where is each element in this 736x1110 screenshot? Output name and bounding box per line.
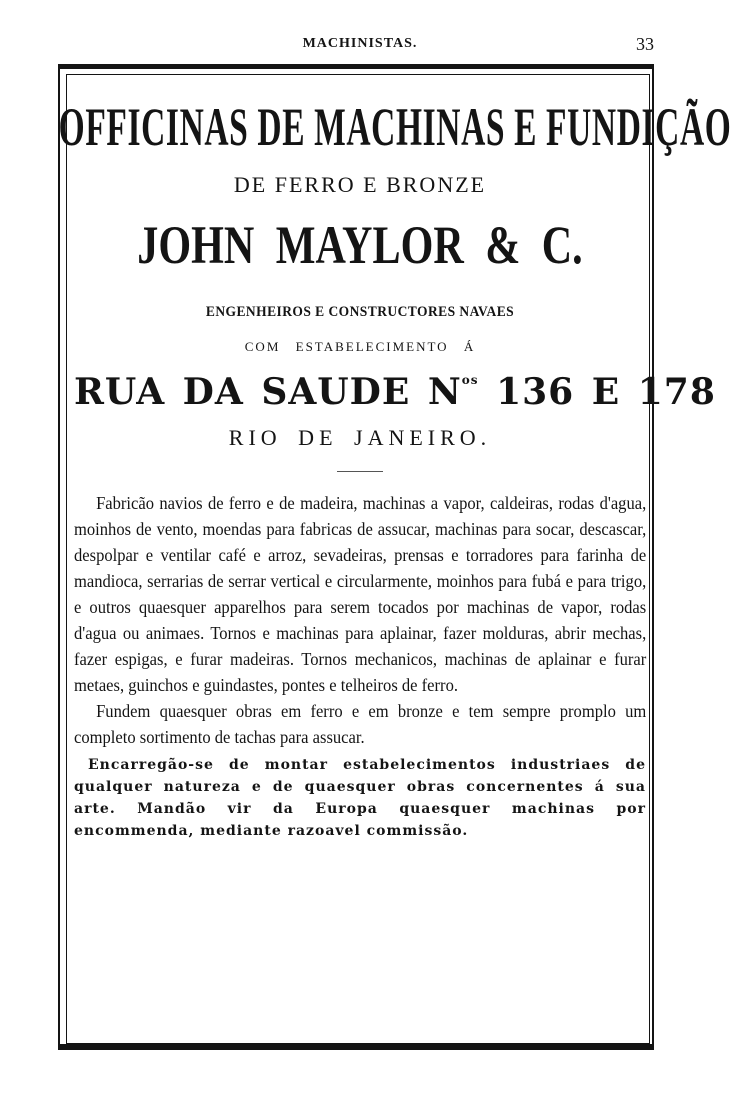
divider-rule xyxy=(337,471,383,472)
address-abbrev-sup: os xyxy=(461,373,479,387)
profession-line: ENGENHEIROS E CONSTRUCTORES NAVAES xyxy=(205,304,515,320)
firm-name: JOHN MAYLOR & C. xyxy=(137,215,583,275)
address-street: RUA DA SAUDE N xyxy=(74,371,462,413)
ad-headline: OFFICINAS DE MACHINAS E FUNDIÇÃO xyxy=(58,97,732,157)
advertisement xyxy=(58,80,732,842)
installation-notice: Encarregão-se de montar estabelecimentos industriaes de qualquer natureza e de quaesquer obras concernentes á sua arte. Mandão vir da Europa quaesquer machinas por encommenda, mediante razoavel commissão. xyxy=(74,757,646,839)
running-head xyxy=(0,36,736,56)
ad-subline: DE FERRO E BRONZE xyxy=(233,172,487,197)
establishment-line: COM ESTABELECIMENTO Á xyxy=(244,339,476,354)
foundry-paragraph: Fundem quaesquer obras em ferro e em bronze e tem sempre promplo um completo sortimento de tachas para assucar. xyxy=(74,701,647,747)
city-line: RIO DE JANEIRO. xyxy=(228,425,492,450)
page-number: 33 xyxy=(636,34,654,54)
services-description xyxy=(74,490,646,750)
services-paragraph: Fabricão navios de ferro e de madeira, machinas a vapor, caldeiras, rodas d'agua, moinhos de vento, moendas para fabricas de assucar, machinas para socar, descascar, despolpar e ventilar café e arroz, sevadeiras, prensas e torradores para farinha de mandioca, serrarias de serrar vertical e circularmente, moinhos para fubá e para trigo, e outros quaesquer apparelhos para serem tocados por machinas de vapor, rodas d'agua ou animaes. Tornos e machinas para aplainar, fazer molduras, abrir mechas, fazer espigas, e furar madeiras. Tornos mechanicos, machinas de aplainar e furar metaes, guinchos e guindastes, pontes e telheiros de ferro. xyxy=(74,493,647,695)
address-numbers: 136 E 178 xyxy=(478,371,716,413)
street-address xyxy=(74,371,716,413)
section-title: MACHINISTAS. xyxy=(302,36,418,51)
